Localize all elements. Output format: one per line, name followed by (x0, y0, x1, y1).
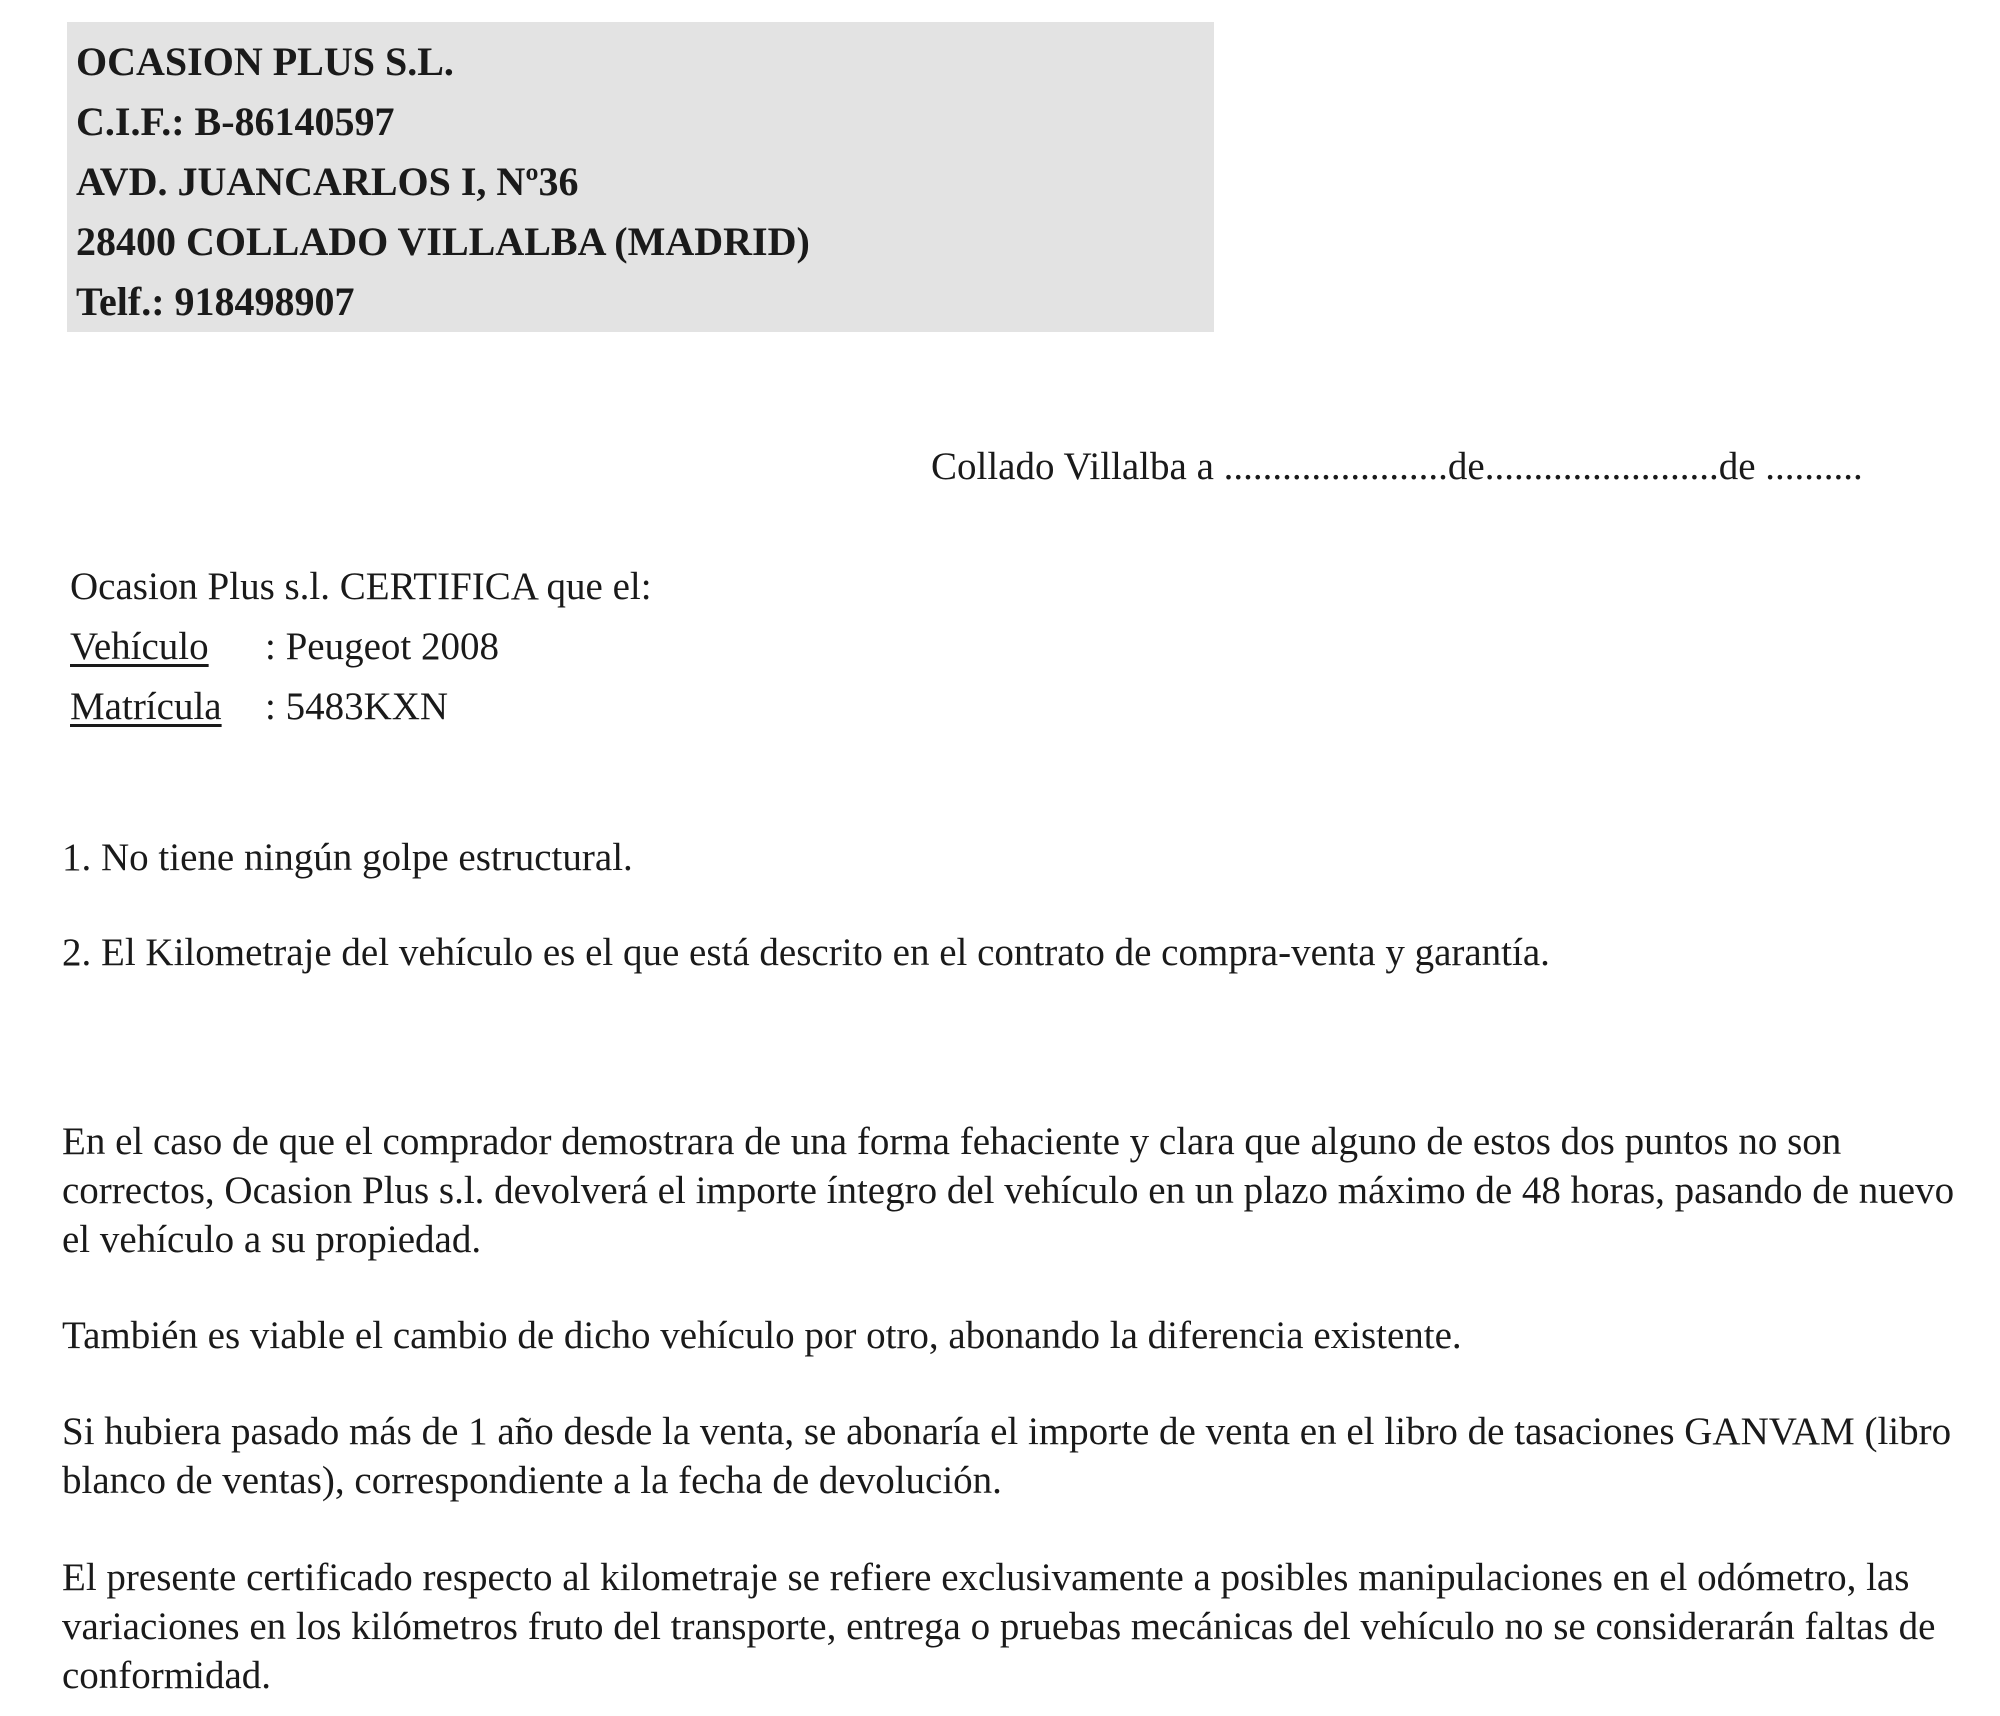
certificate-intro: Ocasion Plus s.l. CERTIFICA que el: (70, 565, 652, 608)
point-2: 2. El Kilometraje del vehículo es el que está descrito en el contrato de compra-venta y garantía. (62, 931, 1550, 974)
plate-row (70, 677, 652, 737)
company-header (67, 22, 1214, 332)
paragraph-exchange: También es viable el cambio de dicho vehículo por otro, abonando la diferencia existente. (62, 1314, 1462, 1357)
company-address: AVD. JUANCARLOS I, Nº36 (76, 159, 579, 204)
paragraph-odometer: El presente certificado respecto al kilometraje se refiere exclusivamente a posibles manipulaciones en el odómetro, las variaciones en los kilómetros fruto del transporte, entrega o pruebas mecánicas del vehículo no se considerarán faltas de conformidad. (62, 1556, 1936, 1697)
certificate-block (70, 557, 652, 737)
vehicle-value: : Peugeot 2008 (265, 625, 499, 668)
plate-label: Matrícula (70, 685, 222, 728)
company-phone: Telf.: 918498907 (76, 279, 355, 324)
plate-value: : 5483KXN (265, 685, 449, 728)
point-1: 1. No tiene ningún golpe estructural. (62, 836, 633, 879)
vehicle-label: Vehículo (70, 625, 209, 668)
company-name: OCASION PLUS S.L. (76, 39, 454, 84)
vehicle-row (70, 617, 652, 677)
paragraph-refund: En el caso de que el comprador demostrara de una forma fehaciente y clara que alguno de estos dos puntos no son correctos, Ocasion Plus s.l. devolverá el importe íntegro del vehículo en un plazo máximo de 48 horas, pasando de nuevo el vehículo a su propiedad. (62, 1120, 1955, 1261)
date-line: Collado Villalba a .......................de........................de .......... (931, 445, 1863, 488)
company-city: 28400 COLLADO VILLALBA (MADRID) (76, 219, 810, 264)
paragraph-ganvam: Si hubiera pasado más de 1 año desde la venta, se abonaría el importe de venta en el libro de tasaciones GANVAM (libro blanco de ventas), correspondiente a la fecha de devolución. (62, 1410, 1952, 1502)
company-cif: C.I.F.: B-86140597 (76, 99, 395, 144)
